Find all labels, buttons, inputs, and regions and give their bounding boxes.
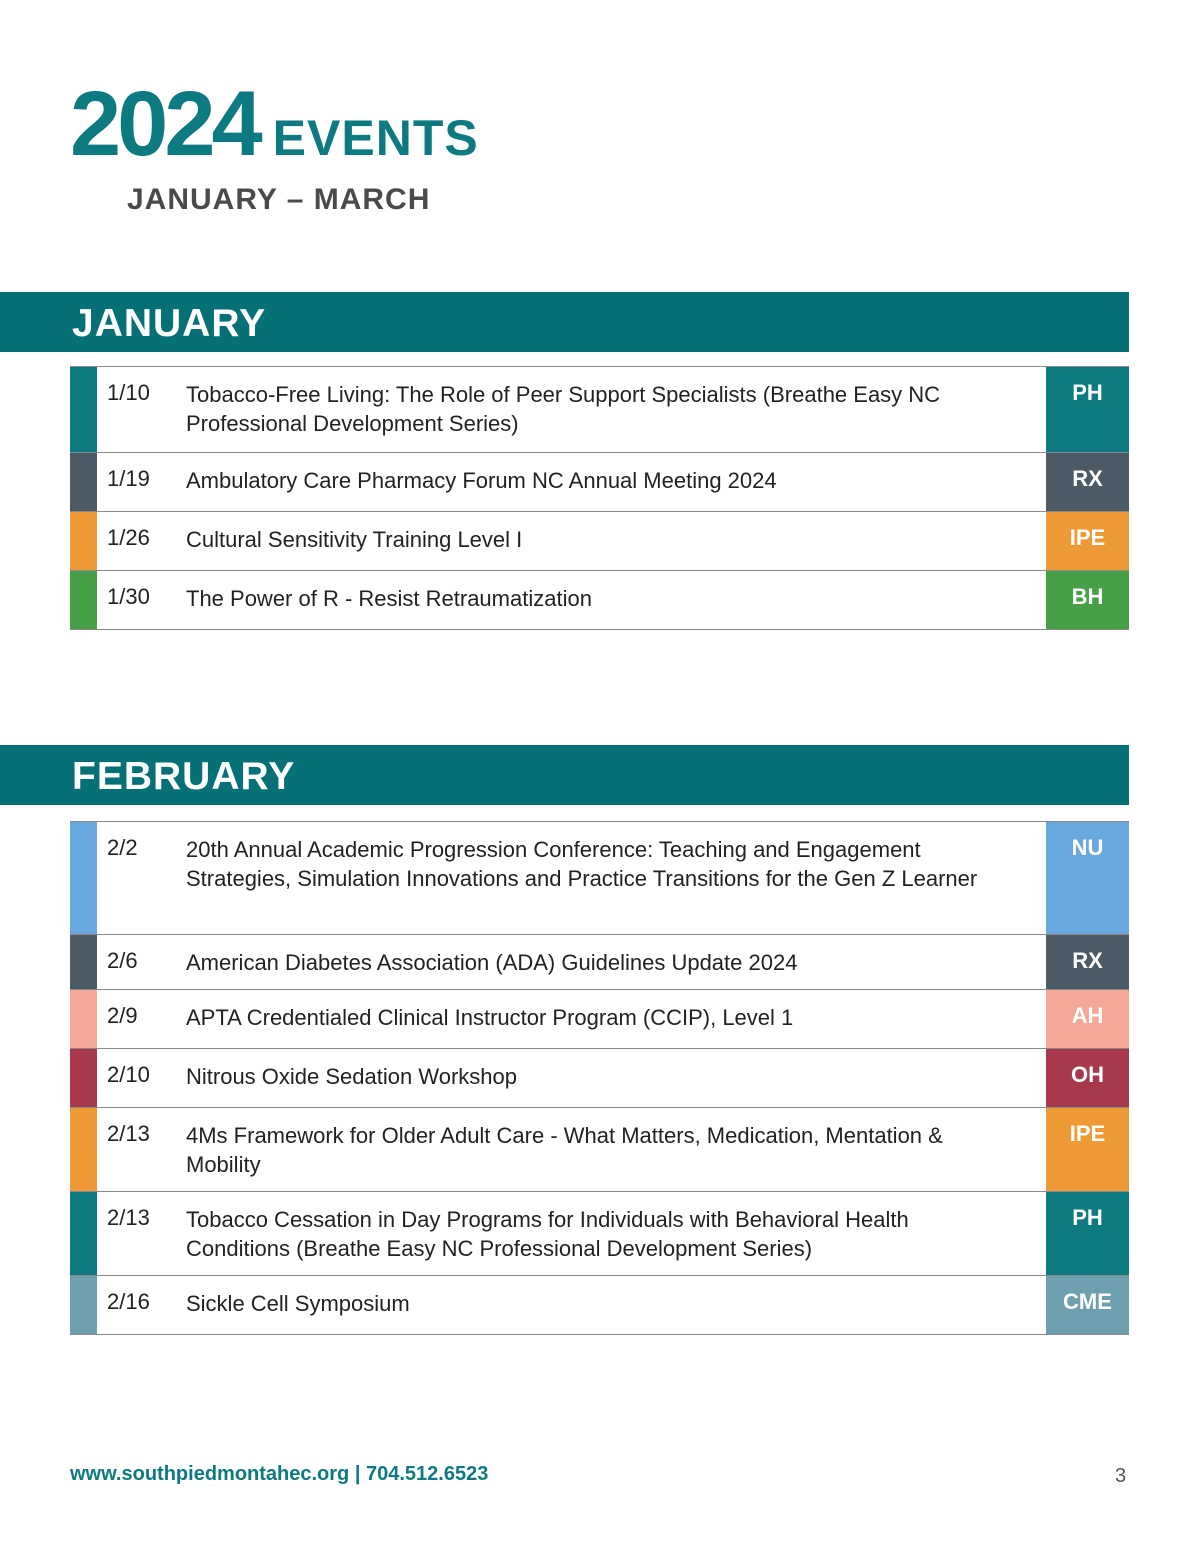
event-date: 1/19 [107, 466, 150, 491]
event-row [70, 1049, 1129, 1108]
event-date: 2/10 [107, 1062, 150, 1087]
month-banner-february [0, 745, 1129, 805]
event-row [70, 822, 1129, 935]
category-color-stripe [70, 935, 97, 989]
category-tag: RX [1046, 935, 1129, 989]
event-date: 2/16 [107, 1289, 150, 1314]
events-table-february [70, 821, 1129, 1335]
event-row [70, 1108, 1129, 1192]
event-date: 2/13 [107, 1121, 150, 1146]
footer-contact-link[interactable]: www.southpiedmontahec.org | 704.512.6523 [70, 1463, 489, 1485]
category-color-stripe [70, 512, 97, 570]
category-color-stripe [70, 571, 97, 629]
month-label: JANUARY [72, 302, 267, 345]
event-title: APTA Credentialed Clinical Instructor Program (CCIP), Level 1 [186, 1005, 794, 1030]
event-row [70, 571, 1129, 630]
event-title: American Diabetes Association (ADA) Guidelines Update 2024 [186, 950, 798, 975]
category-color-stripe [70, 990, 97, 1048]
event-row [70, 1192, 1129, 1276]
event-row [70, 367, 1129, 453]
event-row [70, 453, 1129, 512]
event-title: Nitrous Oxide Sedation Workshop [186, 1064, 517, 1089]
event-title: Tobacco Cessation in Day Programs for Individuals with Behavioral Health Conditions (Breathe Easy NC Professional Development Series) [186, 1207, 909, 1261]
event-title: Cultural Sensitivity Training Level I [186, 527, 523, 552]
event-title: The Power of R - Resist Retraumatization [186, 586, 592, 611]
month-banner-january [0, 292, 1129, 352]
event-row [70, 1276, 1129, 1335]
category-color-stripe [70, 367, 97, 452]
event-title: 20th Annual Academic Progression Conference: Teaching and Engagement Strategies, Simulation Innovations and Practice Transitions for the Gen Z Learner [186, 837, 978, 891]
category-color-stripe [70, 453, 97, 511]
event-date: 1/30 [107, 584, 150, 609]
category-tag: CME [1046, 1276, 1129, 1334]
title-events: EVENTS [272, 110, 479, 166]
category-color-stripe [70, 1108, 97, 1191]
page-number: 3 [1115, 1465, 1127, 1487]
event-row [70, 512, 1129, 571]
category-color-stripe [70, 1276, 97, 1334]
category-tag: IPE [1046, 512, 1129, 570]
event-title: Ambulatory Care Pharmacy Forum NC Annual Meeting 2024 [186, 468, 777, 493]
event-row [70, 935, 1129, 990]
category-tag: IPE [1046, 1108, 1129, 1191]
category-tag: PH [1046, 367, 1129, 452]
event-date: 2/9 [107, 1003, 138, 1028]
category-tag: AH [1046, 990, 1129, 1048]
event-date: 1/10 [107, 380, 150, 405]
title-year: 2024 [70, 73, 259, 175]
category-color-stripe [70, 1049, 97, 1107]
category-tag: BH [1046, 571, 1129, 629]
category-tag: NU [1046, 822, 1129, 934]
event-date: 1/26 [107, 525, 150, 550]
category-tag: RX [1046, 453, 1129, 511]
event-date: 2/6 [107, 948, 138, 973]
event-title: 4Ms Framework for Older Adult Care - What Matters, Medication, Mentation & Mobility [186, 1123, 943, 1177]
event-date: 2/13 [107, 1205, 150, 1230]
page-subtitle: JANUARY – MARCH [127, 183, 431, 216]
event-row [70, 990, 1129, 1049]
category-tag: OH [1046, 1049, 1129, 1107]
month-label: FEBRUARY [72, 755, 296, 798]
category-tag: PH [1046, 1192, 1129, 1275]
category-color-stripe [70, 1192, 97, 1275]
page-title [70, 73, 479, 175]
event-date: 2/2 [107, 835, 138, 860]
event-title: Tobacco-Free Living: The Role of Peer Support Specialists (Breathe Easy NC Professional Development Series) [186, 382, 941, 436]
events-table-january [70, 366, 1129, 630]
category-color-stripe [70, 822, 97, 934]
event-title: Sickle Cell Symposium [186, 1291, 410, 1316]
